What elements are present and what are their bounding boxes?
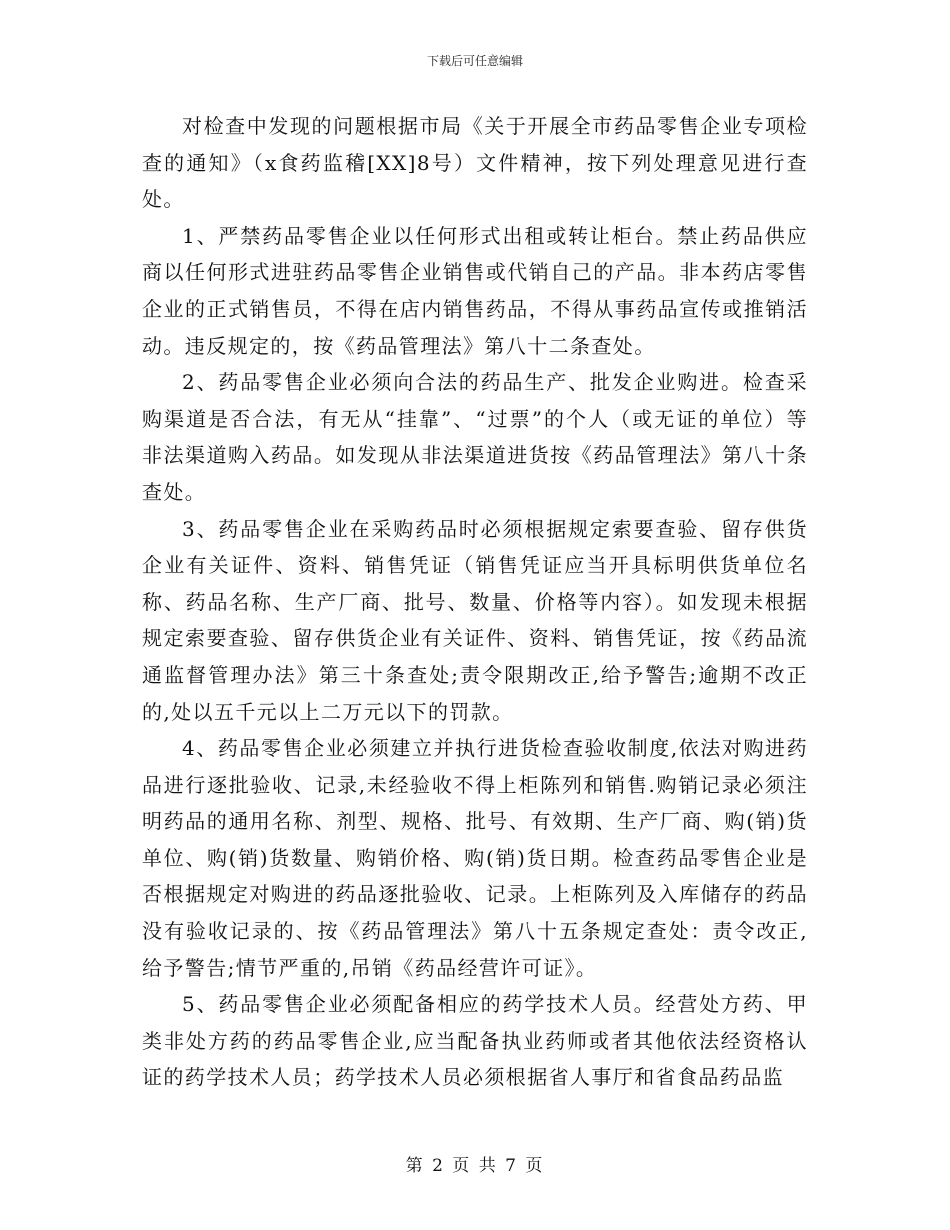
header-note: 下载后可任意编辑 bbox=[426, 54, 523, 68]
paragraph-intro: 对检查中发现的问题根据市局《关于开展全市药品零售企业专项检查的通知》（x食药监稽[XX]8号）文件精神，按下列处理意见进行查处。 bbox=[142, 114, 808, 212]
page-number: 第 2 页 共 7 页 bbox=[405, 1156, 545, 1176]
paragraph-item-5: 5、药品零售企业必须配备相应的药学技术人员。经营处方药、甲类非处方药的药品零售企业,应当配备执业药师或者其他依法经资格认证的药学技术人员；药学技术人员必须根据省人事厅和省食品药品监 bbox=[142, 992, 808, 1090]
paragraph-item-4: 4、药品零售企业必须建立并执行进货检查验收制度,依法对购进药品进行逐批验收、记录,未经验收不得上柜陈列和销售.购销记录必须注明药品的通用名称、剂型、规格、批号、有效期、生产厂商、购(销)货单位、购(销)货数量、购销价格、购(销)货日期。检查药品零售企业是否根据规定对购进的药品逐批验收、记录。上柜陈列及入库储存的药品没有验收记录的、按《药品管理法》第八十五条规定查处：责令改正,给予警告;情节严重的,吊销《药品经营许可证》。 bbox=[142, 736, 808, 980]
paragraph-item-1: 1、严禁药品零售企业以任何形式出租或转让柜台。禁止药品供应商以任何形式进驻药品零售企业销售或代销自己的产品。非本药店零售企业的正式销售员，不得在店内销售药品，不得从事药品宣传或推销活动。违反规定的，按《药品管理法》第八十二条查处。 bbox=[142, 223, 808, 358]
document-body bbox=[142, 108, 808, 1096]
paragraph-item-3: 3、药品零售企业在采购药品时必须根据规定索要查验、留存供货企业有关证件、资料、销售凭证（销售凭证应当开具标明供货单位名称、药品名称、生产厂商、批号、数量、价格等内容）。如发现未根据规定索要查验、留存供货企业有关证件、资料、销售凭证，按《药品流通监督管理办法》第三十条查处;责令限期改正,给予警告;逾期不改正的,处以五千元以上二万元以下的罚款。 bbox=[142, 516, 808, 724]
paragraph-item-2: 2、药品零售企业必须向合法的药品生产、批发企业购进。检查采购渠道是否合法，有无从“挂靠”、“过票”的个人（或无证的单位）等非法渠道购入药品。如发现从非法渠道进货按《药品管理法》第八十条查处。 bbox=[142, 370, 808, 504]
